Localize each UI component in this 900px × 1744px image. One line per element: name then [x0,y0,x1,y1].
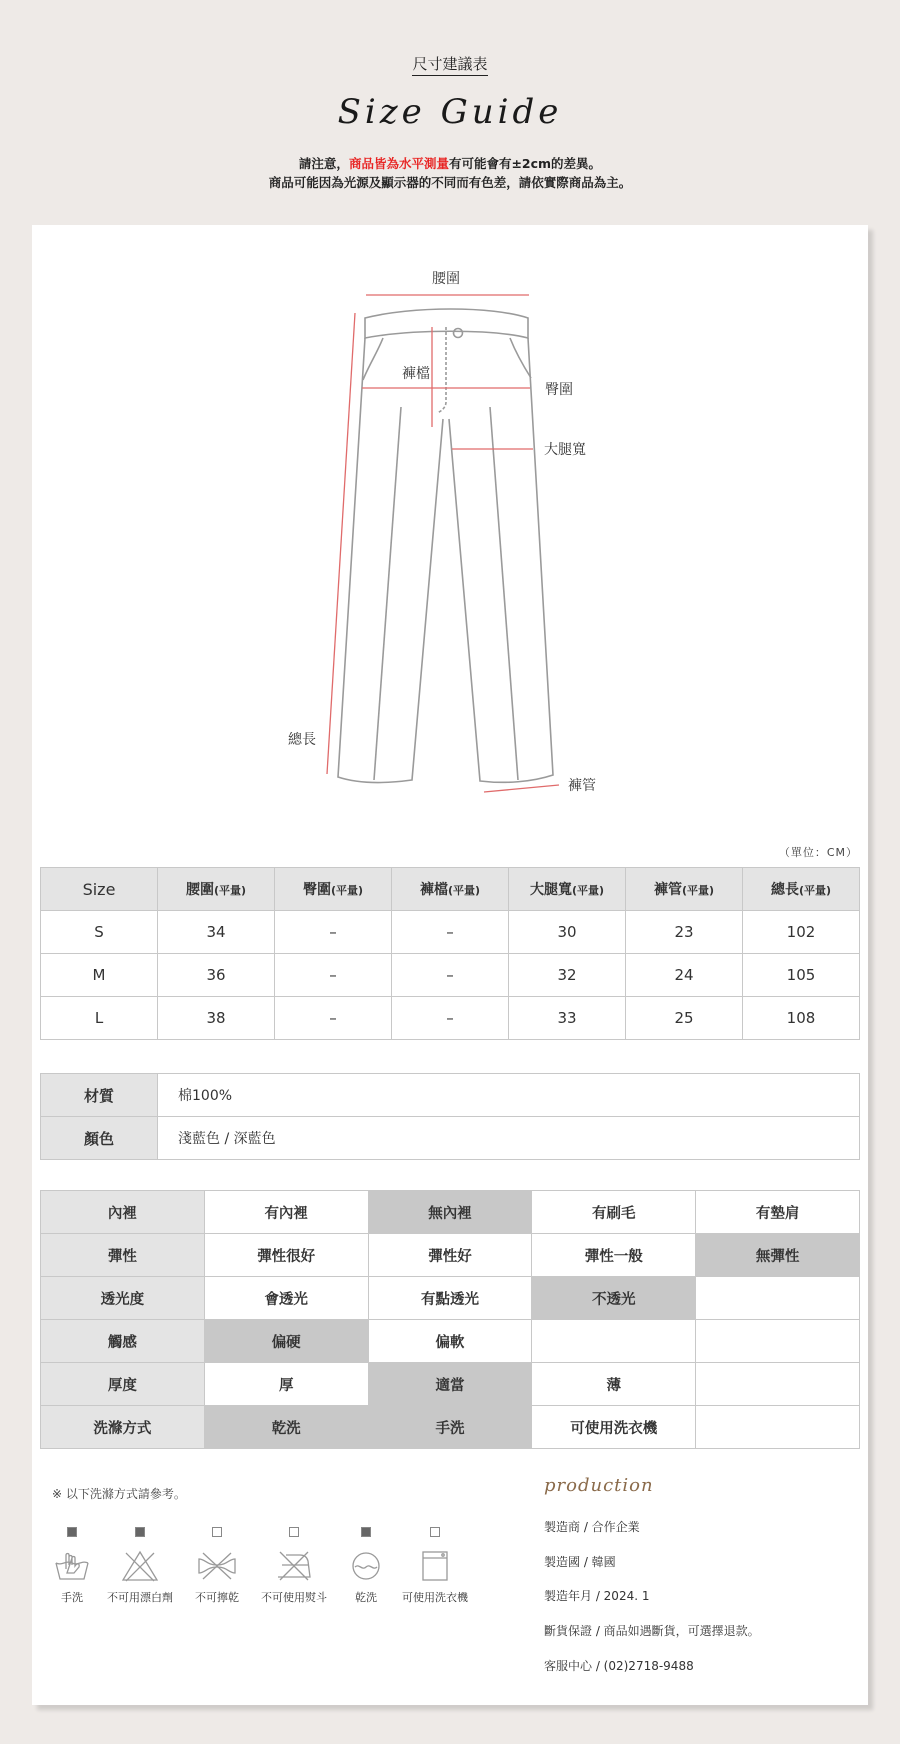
attr-option-selected: 無內裡 [368,1191,532,1234]
table-cell: 105 [743,954,860,997]
attr-label: 厚度 [41,1363,205,1406]
table-cell: – [275,954,392,997]
notice-highlight: 商品皆為水平測量 [348,156,449,171]
table-cell: 24 [626,954,743,997]
production-service: 客服中心 / (02)2718-9488 [544,1659,694,1673]
care-label: 不可使用熨斗 [261,1591,327,1604]
table-cell: S [41,911,158,954]
table-cell: 38 [158,997,275,1040]
label-waist: 腰圍 [432,271,460,287]
attr-row-elasticity [41,1234,860,1277]
label-hip: 臀圍 [545,382,573,398]
attr-option [532,1320,696,1363]
table-cell: 36 [158,954,275,997]
care-item-no-wring [177,1527,257,1605]
machine-wash-icon [415,1549,455,1583]
color-value: 淺藍色 / 深藍色 [158,1117,860,1160]
page-title: Size Guide [337,92,563,132]
care-checkbox-checked [361,1527,371,1537]
table-row [41,997,860,1040]
table-cell: 25 [626,997,743,1040]
attr-option-selected: 適當 [368,1363,532,1406]
pants-outline [338,309,553,783]
attr-option: 有墊肩 [696,1191,860,1234]
no-bleach-icon [120,1549,160,1583]
attr-option: 彈性很好 [204,1234,368,1277]
color-label: 顏色 [41,1117,158,1160]
table-cell: – [275,911,392,954]
table-cell: 102 [743,911,860,954]
table-cell: – [392,954,509,997]
attr-option: 厚 [204,1363,368,1406]
label-hem: 褲管 [568,778,596,794]
attr-option: 薄 [532,1363,696,1406]
header-rise: 褲檔(平量) [392,868,509,911]
table-row [41,954,860,997]
table-cell: – [392,997,509,1040]
production-guarantee: 斷貨保證 / 商品如遇斷貨，可選擇退款。 [544,1624,760,1638]
notice-suffix: 有可能會有±2cm的差異。 [448,156,602,171]
attr-row-transparency [41,1277,860,1320]
header-hem: 褲管(平量) [626,868,743,911]
size-guide-card [32,225,868,1705]
care-label: 不可用漂白劑 [107,1591,173,1604]
attr-option-selected: 乾洗 [204,1406,368,1449]
table-cell: 23 [626,911,743,954]
table-cell: M [41,954,158,997]
attr-option: 有內裡 [204,1191,368,1234]
care-checkbox-empty [212,1527,222,1537]
care-item-machine-wash [395,1527,475,1605]
care-checkbox-checked [67,1527,77,1537]
production-date: 製造年月 / 2024. 1 [544,1589,650,1603]
no-wring-icon [197,1549,237,1583]
header-size: Size [41,868,158,911]
material-label: 材質 [41,1074,158,1117]
attr-option-selected: 偏硬 [204,1320,368,1363]
measure-lines [327,295,559,792]
attr-row-thickness [41,1363,860,1406]
attr-label: 內裡 [41,1191,205,1234]
pants-diagram [32,225,868,845]
care-item-no-bleach [100,1527,180,1605]
production-country: 製造國 / 韓國 [544,1555,616,1569]
care-label: 可使用洗衣機 [402,1591,468,1604]
attr-option [696,1320,860,1363]
notice [0,154,900,192]
header-thigh: 大腿寬(平量) [509,868,626,911]
attr-row-texture [41,1320,860,1363]
header-waist: 腰圍(平量) [158,868,275,911]
care-label: 乾洗 [355,1591,377,1604]
size-table [40,867,860,1040]
production-maker: 製造商 / 合作企業 [544,1520,640,1534]
length-line [327,313,355,774]
table-cell: L [41,997,158,1040]
header-subtitle: 尺寸建議表 [0,53,900,74]
attr-option: 有點透光 [368,1277,532,1320]
attr-option: 有刷毛 [532,1191,696,1234]
hem-line [484,785,559,792]
care-checkbox-empty [430,1527,440,1537]
no-iron-icon [274,1549,314,1583]
attr-row-washing [41,1406,860,1449]
attr-row-lining [41,1191,860,1234]
color-row [41,1117,860,1160]
attr-option [696,1277,860,1320]
care-label: 手洗 [61,1591,83,1604]
attr-label: 彈性 [41,1234,205,1277]
attr-option: 可使用洗衣機 [532,1406,696,1449]
attribute-table [40,1190,860,1449]
notice-prefix: 請注意， [298,156,349,171]
care-checkbox-empty [289,1527,299,1537]
hand-wash-icon [52,1549,92,1583]
attr-option [696,1363,860,1406]
attr-option-selected: 不透光 [532,1277,696,1320]
care-note: ※ 以下洗滌方式請參考。 [52,1487,186,1501]
table-cell: – [275,997,392,1040]
label-thigh: 大腿寬 [544,442,586,458]
label-rise: 褲檔 [402,366,430,382]
material-row [41,1074,860,1117]
production-title: production [544,1475,654,1496]
care-item-dry-clean [326,1527,406,1605]
dry-clean-icon [346,1549,386,1583]
care-checkbox-checked [135,1527,145,1537]
attr-option-selected: 無彈性 [696,1234,860,1277]
table-cell: 33 [509,997,626,1040]
table-cell: 32 [509,954,626,997]
unit-label: （單位：CM） [778,846,858,859]
table-cell: – [392,911,509,954]
care-item-no-iron [254,1527,334,1605]
attr-label: 透光度 [41,1277,205,1320]
material-table [40,1073,860,1160]
table-cell: 34 [158,911,275,954]
label-length: 總長 [288,732,316,748]
attr-option: 會透光 [204,1277,368,1320]
attr-option: 彈性一般 [532,1234,696,1277]
header-length: 總長(平量) [743,868,860,911]
attr-option: 彈性好 [368,1234,532,1277]
table-cell: 108 [743,997,860,1040]
attr-option [696,1406,860,1449]
table-row [41,911,860,954]
material-value: 棉100% [158,1074,860,1117]
size-table-header [41,868,860,911]
table-cell: 30 [509,911,626,954]
attr-option-selected: 手洗 [368,1406,532,1449]
header-hip: 臀圍(平量) [275,868,392,911]
notice-line2: 商品可能因為光源及顯示器的不同而有色差，請依實際商品為主。 [268,175,632,190]
attr-label: 觸感 [41,1320,205,1363]
attr-label: 洗滌方式 [41,1406,205,1449]
care-label: 不可擰乾 [195,1591,239,1604]
attr-option: 偏軟 [368,1320,532,1363]
